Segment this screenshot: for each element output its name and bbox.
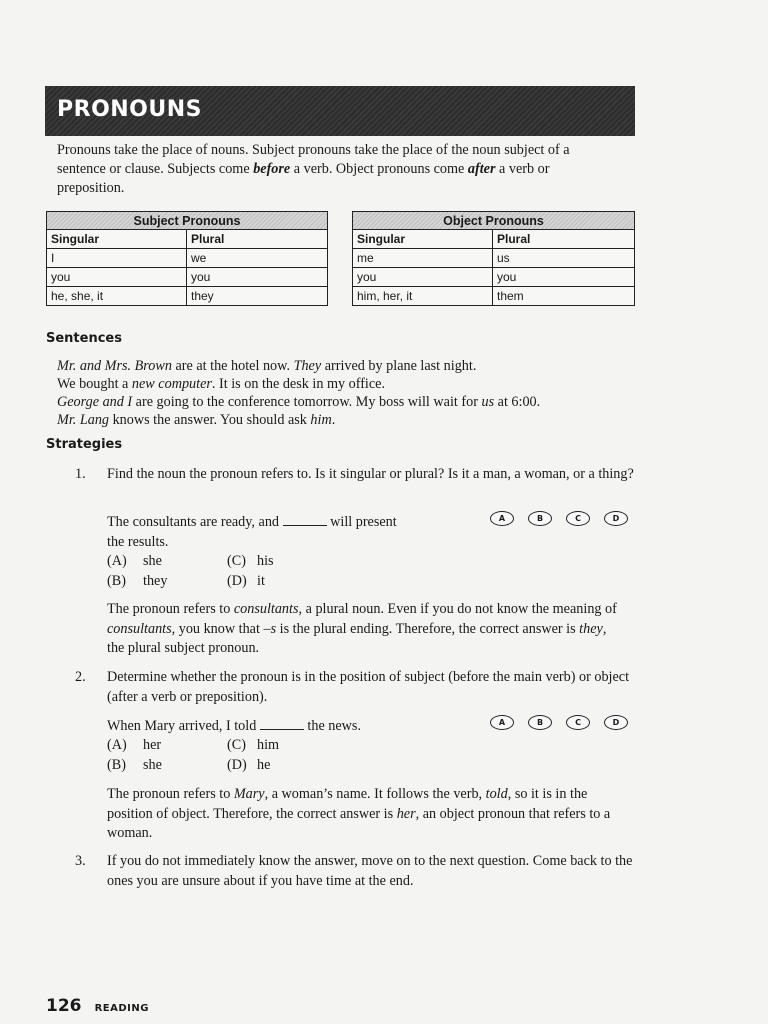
item-text: Determine whether the pronoun is in the position of subject (before the main verb) or object (after a verb or preposition). xyxy=(107,669,630,705)
table-cell: you xyxy=(353,268,493,287)
option-text: she xyxy=(143,553,162,569)
table-cell: I xyxy=(47,249,187,268)
sentence-italic: Mr. and Mrs. Brown xyxy=(57,358,172,374)
stem-text: the news. xyxy=(307,718,361,734)
sentence-2 xyxy=(57,375,637,393)
question-2-stem xyxy=(107,716,361,736)
bubble-b[interactable]: B xyxy=(528,511,552,526)
bubble-d[interactable]: D xyxy=(604,511,628,526)
page-title: PRONOUNS xyxy=(57,97,203,122)
column-header: Plural xyxy=(187,230,328,249)
explain-italic: told xyxy=(485,786,508,802)
item-number: 1. xyxy=(75,466,86,482)
explain-text: , a plural noun. Even if you do not know the meaning of xyxy=(298,601,617,617)
explain-italic: they xyxy=(579,620,603,637)
option-text: her xyxy=(143,737,162,753)
sentence-text: We bought a xyxy=(57,376,132,392)
stem-text: will present xyxy=(330,514,397,530)
bubble-b[interactable]: B xyxy=(528,715,552,730)
intro-text-3: a verb or preposition. xyxy=(57,161,550,196)
sentence-italic: George and I xyxy=(57,394,133,410)
item-text: Find the noun the pronoun refers to. Is it singular or plural? Is it a man, a woman, or a thing? xyxy=(107,466,634,482)
question-1-stem xyxy=(107,512,397,552)
explain-text: , a woman’s name. It follows the verb, xyxy=(264,786,486,802)
option-text: she xyxy=(143,757,162,773)
table-cell: them xyxy=(493,287,635,306)
explanation-2 xyxy=(107,785,627,844)
explain-text: , so it is in the position of object. Therefore, the correct answer is xyxy=(107,786,588,822)
bubble-c[interactable]: C xyxy=(566,715,590,730)
title-banner xyxy=(45,86,635,136)
table-cell: he, she, it xyxy=(47,287,187,306)
intro-text-2: a verb. Object pronouns come xyxy=(290,161,468,177)
sentence-text: are at the hotel now. xyxy=(171,358,294,374)
intro-paragraph xyxy=(57,141,617,198)
column-header: Singular xyxy=(47,230,187,249)
sentence-text: . xyxy=(331,412,336,428)
item-text: If you do not immediately know the answer, move on to the next question. Come back to the ones you are unsure about if you have time at the end. xyxy=(107,853,633,889)
sentence-italic: They xyxy=(293,358,322,374)
stem-text: When Mary arrived, I told xyxy=(107,718,257,734)
table-cell: you xyxy=(493,268,635,287)
option-label: (C) xyxy=(227,553,246,569)
sentence-text: arrived by plane last night. xyxy=(321,358,477,374)
sentence-1 xyxy=(57,357,637,375)
table-cell: me xyxy=(353,249,493,268)
explain-text: is the plural ending. Therefore, the correct answer is xyxy=(276,620,580,637)
table-caption: Object Pronouns xyxy=(353,212,635,230)
table-cell: they xyxy=(187,287,328,306)
bubble-a[interactable]: A xyxy=(490,511,514,526)
option-label: (D) xyxy=(227,573,247,589)
option-label: (B) xyxy=(107,757,126,773)
table-caption: Subject Pronouns xyxy=(47,212,328,230)
explain-italic: s xyxy=(270,620,277,637)
option-label: (C) xyxy=(227,737,246,753)
explain-text: , the plural subject pronoun. xyxy=(107,620,607,656)
answer-blank xyxy=(283,513,327,526)
option-text: they xyxy=(143,573,168,589)
sentence-4 xyxy=(57,411,637,429)
bubble-c[interactable]: C xyxy=(566,511,590,526)
bubble-a[interactable]: A xyxy=(490,715,514,730)
explain-italic: consultants xyxy=(107,620,172,637)
option-text: him xyxy=(257,737,280,753)
column-header: Singular xyxy=(353,230,493,249)
option-label: (A) xyxy=(107,553,127,569)
sentence-text: knows the answer. You should ask xyxy=(109,412,311,428)
stem-text: the results. xyxy=(107,534,169,550)
intro-emphasis-after: after xyxy=(467,161,496,177)
strategies-heading: Strategies xyxy=(46,437,123,452)
explain-italic: Mary xyxy=(233,786,265,802)
table-cell: we xyxy=(187,249,328,268)
table-cell: you xyxy=(47,268,187,287)
explain-text: The pronoun refers to xyxy=(107,601,234,617)
option-text: his xyxy=(257,553,274,569)
section-label: READING xyxy=(94,1003,149,1014)
answer-blank xyxy=(260,717,304,730)
explain-text: , you know that – xyxy=(171,620,271,637)
option-text: he xyxy=(257,757,271,773)
stem-text: The consultants are ready, and xyxy=(107,514,280,530)
bubble-d[interactable]: D xyxy=(604,715,628,730)
page-footer xyxy=(46,996,149,1016)
option-label: (B) xyxy=(107,573,126,589)
table-cell: you xyxy=(187,268,328,287)
option-label: (A) xyxy=(107,737,127,753)
column-header: Plural xyxy=(493,230,635,249)
sentence-3 xyxy=(57,393,637,411)
answer-bubbles-1 xyxy=(490,511,630,527)
table-cell: us xyxy=(493,249,635,268)
explain-text: The pronoun refers to xyxy=(107,786,234,802)
sentence-text: . It is on the desk in my office. xyxy=(211,376,386,392)
explain-italic: her xyxy=(396,805,416,822)
sentence-italic: new computer xyxy=(131,376,212,392)
page-number: 126 xyxy=(46,996,82,1016)
sentence-italic: Mr. Lang xyxy=(57,412,110,428)
option-label: (D) xyxy=(227,757,247,773)
item-number: 2. xyxy=(75,669,86,685)
object-pronouns-table xyxy=(352,211,635,306)
sentence-italic: him xyxy=(310,412,332,428)
explain-italic: consultants xyxy=(233,601,299,617)
sentence-text: at 6:00. xyxy=(494,394,541,410)
answer-bubbles-2 xyxy=(490,715,630,731)
table-cell: him, her, it xyxy=(353,287,493,306)
sentences-heading: Sentences xyxy=(46,331,122,346)
subject-pronouns-table xyxy=(46,211,328,306)
explanation-1 xyxy=(107,600,627,659)
sentence-italic: us xyxy=(481,394,495,410)
intro-emphasis-before: before xyxy=(253,161,291,177)
sentence-text: are going to the conference tomorrow. My boss will wait for xyxy=(132,394,482,410)
example-sentences xyxy=(57,357,637,429)
intro-text-1: Pronouns take the place of nouns. Subject pronouns take the place of the noun subject of a sentence or clause. Subjects come xyxy=(57,142,570,177)
option-text: it xyxy=(257,573,265,589)
explain-text: , an object pronoun that refers to a woman. xyxy=(107,805,611,841)
item-number: 3. xyxy=(75,853,86,869)
